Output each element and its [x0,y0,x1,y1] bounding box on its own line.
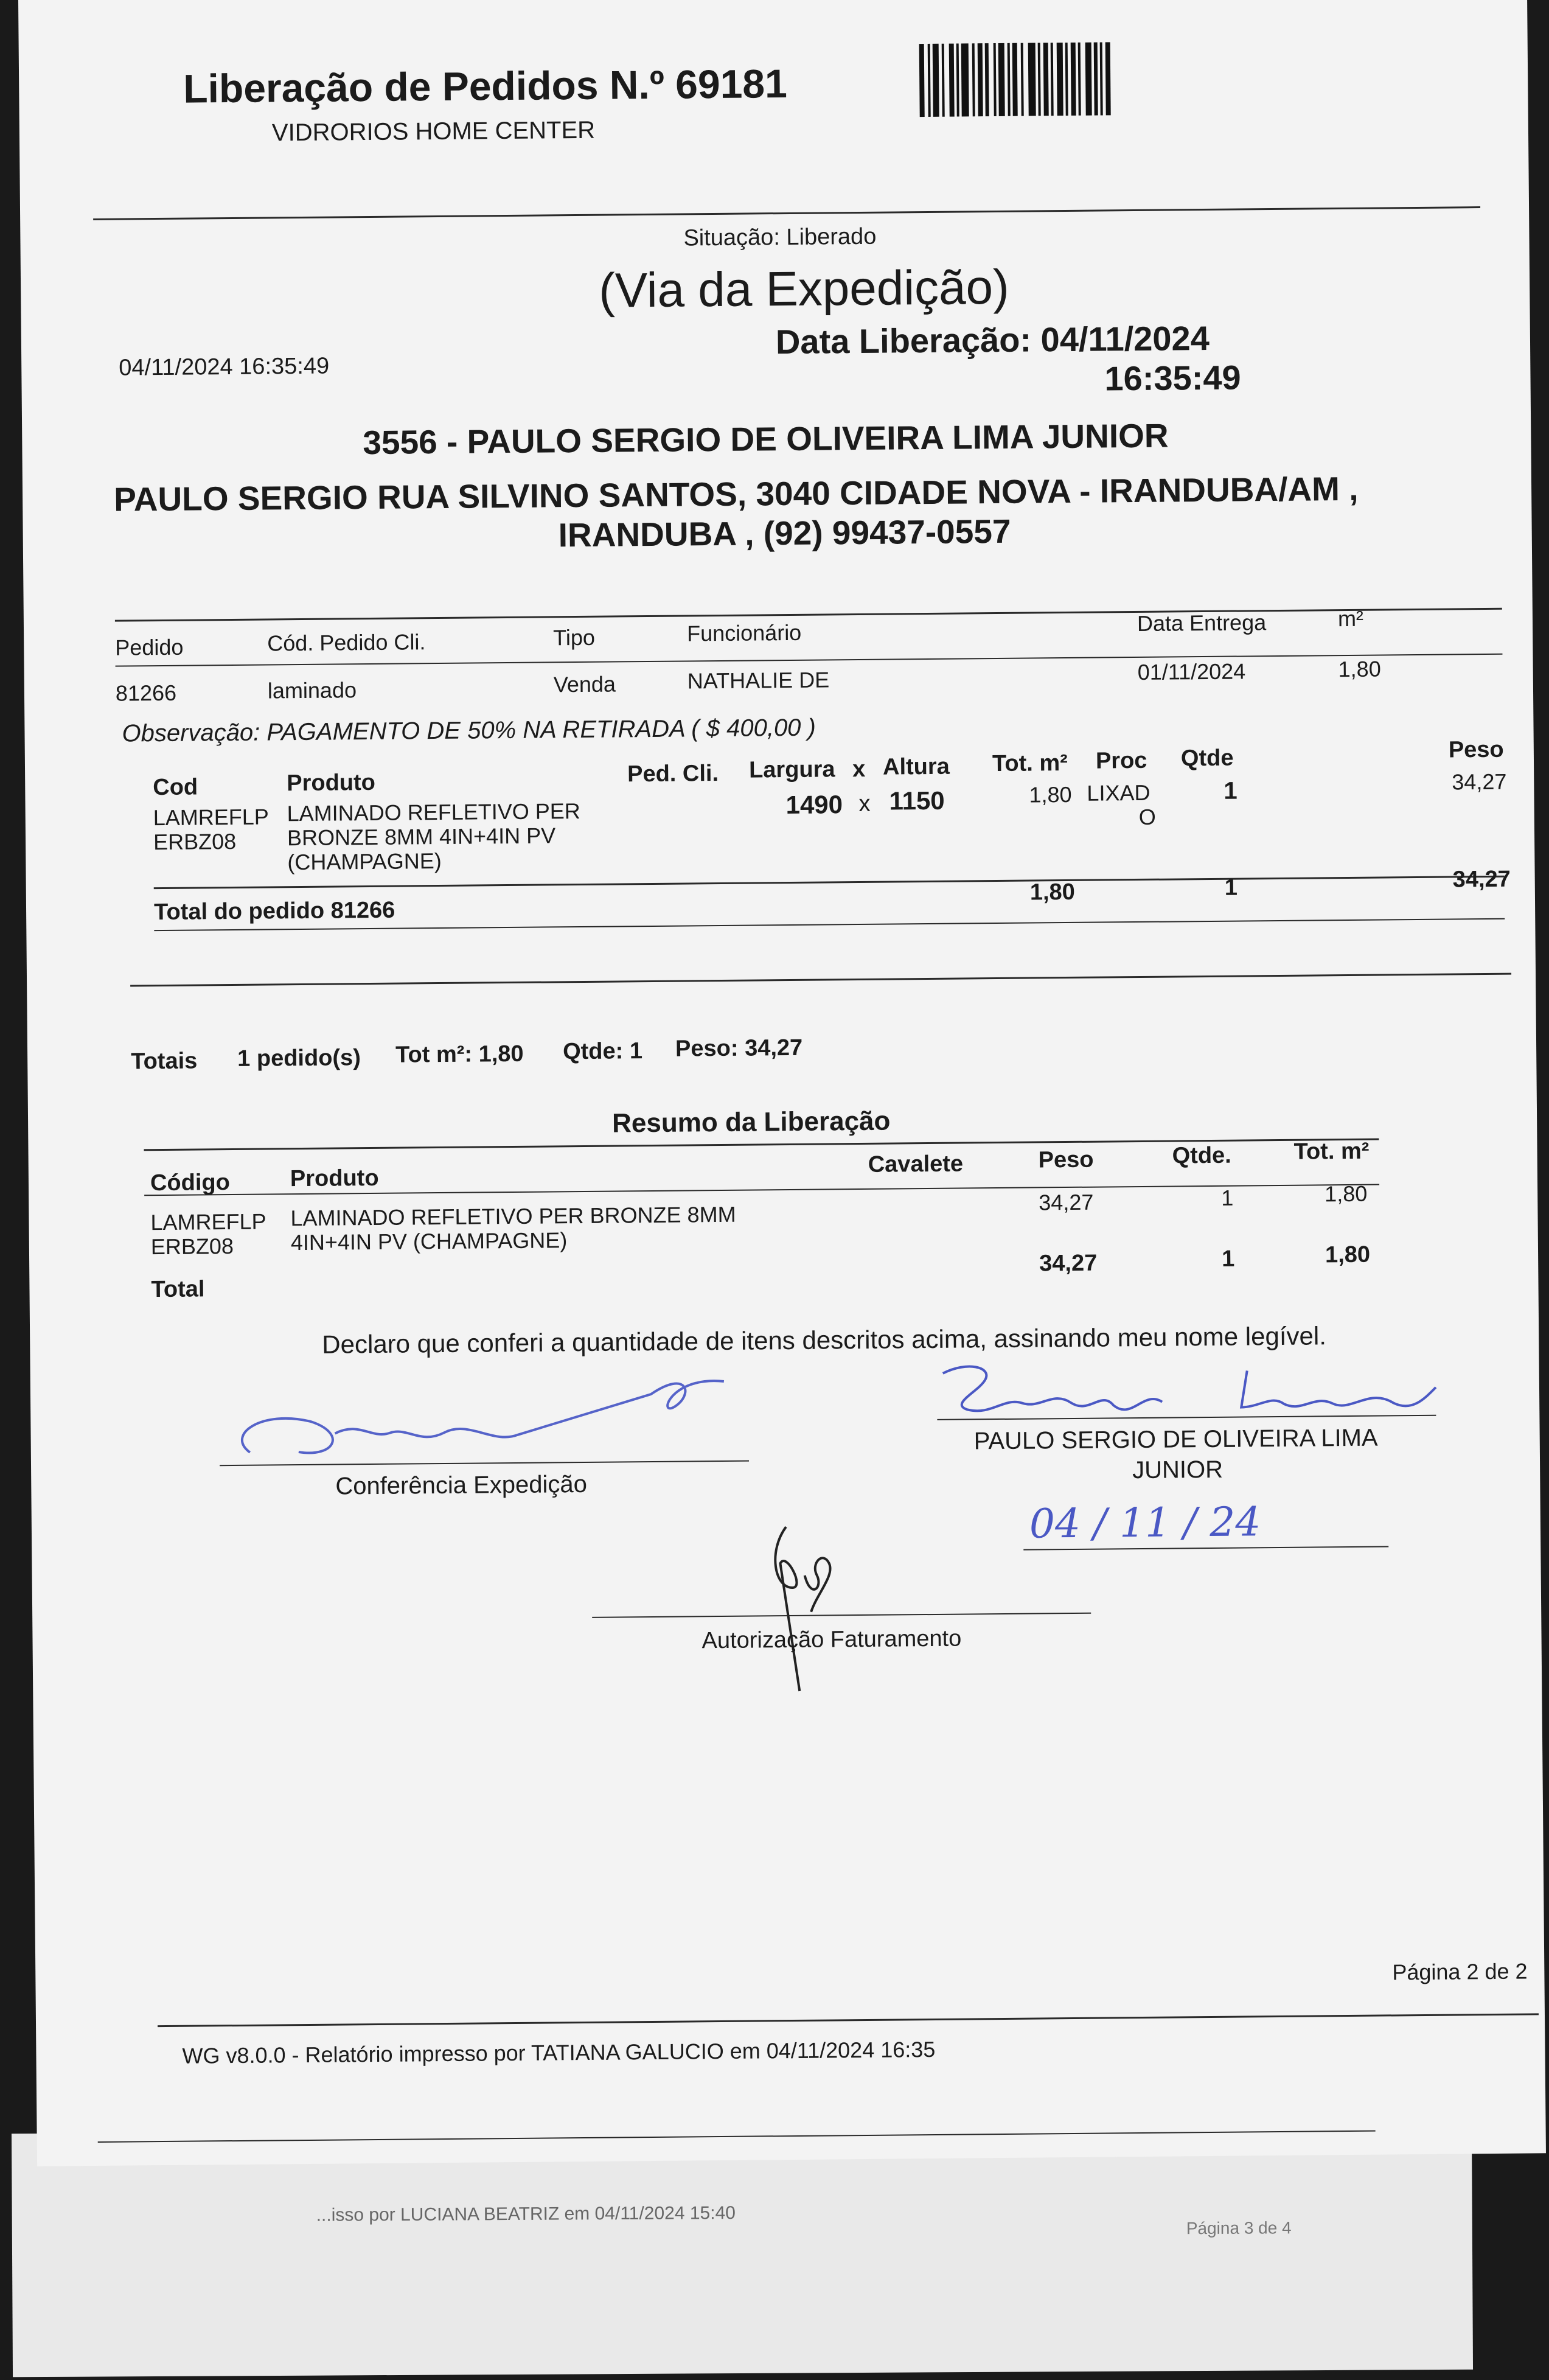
item-proc-line1: LIXAD [1087,780,1150,806]
order-number: 81266 [115,680,177,706]
status-text: Situação: Liberado [683,223,877,251]
order-client-code: laminado [267,677,357,703]
item-code-line1: LAMREFLP [153,804,269,831]
col-funcionario: Funcionário [686,619,802,646]
item-proc-line2: O [1138,804,1156,829]
order-m2: 1,80 [1338,656,1381,682]
summary-total-tot-m2: 1,80 [1324,1241,1371,1268]
col-m2: m² [1337,605,1364,632]
summary-col-tot-m2: Tot. m² [1293,1138,1370,1165]
summary-col-cavalete: Cavalete [868,1151,964,1178]
authorization-signature [750,1514,849,1697]
client-name-line1: PAULO SERGIO DE OLIVEIRA LIMA [973,1424,1378,1455]
totals-label: Totais [131,1048,198,1075]
order-total-m2: 1,80 [1029,879,1076,906]
company-name: VIDRORIOS HOME CENTER [271,116,596,147]
printed-timestamp: 04/11/2024 16:35:49 [119,353,330,381]
col-peso: Peso [1448,736,1504,763]
summary-product-line2: 4IN+4IN PV (CHAMPAGNE) [290,1227,568,1255]
order-delivery-date: 01/11/2024 [1137,658,1246,685]
summary-tot-m2: 1,80 [1324,1181,1368,1207]
client-name-line2: JUNIOR [1132,1456,1224,1484]
summary-total-label: Total [151,1276,205,1303]
col-produto: Produto [287,769,376,797]
item-product-line1: LAMINADO REFLETIVO PER [287,798,580,826]
item-altura: 1150 [889,786,945,815]
summary-product-line1: LAMINADO REFLETIVO PER BRONZE 8MM [290,1201,736,1231]
item-peso: 34,27 [1452,769,1507,795]
items-total-rule [154,876,1505,889]
summary-col-produto: Produto [290,1165,379,1192]
footer-rule [158,2013,1539,2027]
col-qtde: Qtde [1180,745,1234,772]
summary-total-qtde: 1 [1221,1246,1235,1272]
section-divider [130,973,1511,987]
col-cod-pedido-cli: Cód. Pedido Cli. [267,629,426,656]
col-data-entrega: Data Entrega [1137,610,1267,636]
item-largura: 1490 [785,790,843,820]
summary-total-peso: 34,27 [1039,1250,1098,1277]
col-tot-m2: Tot. m² [992,750,1068,777]
order-employee: NATHALIE DE [687,667,830,694]
col-x: x [852,756,866,783]
expedition-signature-label: Conferência Expedição [335,1470,588,1500]
expedition-signature [213,1356,774,1471]
order-total-qtde: 1 [1224,874,1238,901]
customer-address: PAULO SERGIO RUA SILVINO SANTOS, 3040 CIDADE NOVA - IRANDUBA/AM , [113,469,1359,518]
item-product-line2: BRONZE 8MM 4IN+4IN PV [287,823,556,851]
summary-peso: 34,27 [1039,1189,1094,1215]
col-altura: Altura [882,753,950,780]
document-page [18,0,1546,2166]
order-total-label: Total do pedido 81266 [153,897,395,926]
item-code-line2: ERBZ08 [153,828,237,855]
handwritten-date: 04 / 11 / 24 [1029,1498,1261,1548]
totals-qtde: Qtde: 1 [562,1038,643,1065]
item-product-line3: (CHAMPAGNE) [287,848,442,875]
summary-col-codigo: Código [150,1170,231,1196]
order-type: Venda [553,671,616,697]
order-total-peso: 34,27 [1452,866,1511,893]
summary-title: Resumo da Liberação [611,1106,891,1139]
header-divider [93,206,1480,220]
col-pedido: Pedido [115,634,184,660]
summary-col-qtde: Qtde. [1172,1142,1231,1169]
document-title: Liberação de Pedidos N.º 69181 [183,60,788,111]
release-date: Data Liberação: 04/11/2024 [775,318,1210,361]
summary-code-line2: ERBZ08 [150,1233,234,1260]
customer-name: 3556 - PAULO SERGIO DE OLIVEIRA LIMA JUNIOR [363,416,1169,462]
col-cod: Cod [153,774,198,801]
printed-by: WG v8.0.0 - Relatório impresso por TATIANA GALUCIO em 04/11/2024 16:35 [182,2036,936,2068]
summary-code-line1: LAMREFLP [150,1209,266,1235]
col-ped-cli: Ped. Cli. [627,761,719,787]
summary-qtde: 1 [1221,1185,1234,1210]
order-table-top-rule [115,608,1502,622]
authorization-label: Autorização Faturamento [701,1625,962,1654]
bottom-rule [98,2130,1376,2143]
col-proc: Proc [1095,747,1147,774]
item-tot-m2: 1,80 [1029,781,1072,808]
page-number: Página 2 de 2 [1392,1958,1528,1985]
copy-type: (Via da Expedição) [598,259,1010,318]
under-page-printed-by: ...isso por LUCIANA BEATRIZ em 04/11/2024 15:40 [316,2203,736,2225]
col-tipo: Tipo [552,624,596,651]
release-time: 16:35:49 [1104,358,1241,398]
order-observation: Observação: PAGAMENTO DE 50% NA RETIRADA ( $ 400,00 ) [122,714,816,747]
col-largura: Largura [748,756,835,783]
barcode [919,42,1163,117]
item-x: x [858,790,871,817]
declaration-text: Declaro que conferi a quantidade de itens descritos acima, assinando meu nome legível. [322,1321,1327,1359]
totals-orders: 1 pedido(s) [237,1045,361,1072]
customer-city-phone: IRANDUBA , (92) 99437-0557 [558,512,1011,554]
totals-peso: Peso: 34,27 [675,1035,803,1062]
totals-m2: Tot m²: 1,80 [395,1041,524,1068]
summary-col-peso: Peso [1038,1146,1094,1173]
item-qtde: 1 [1224,777,1237,804]
under-page-number: Página 3 de 4 [1186,2218,1292,2238]
